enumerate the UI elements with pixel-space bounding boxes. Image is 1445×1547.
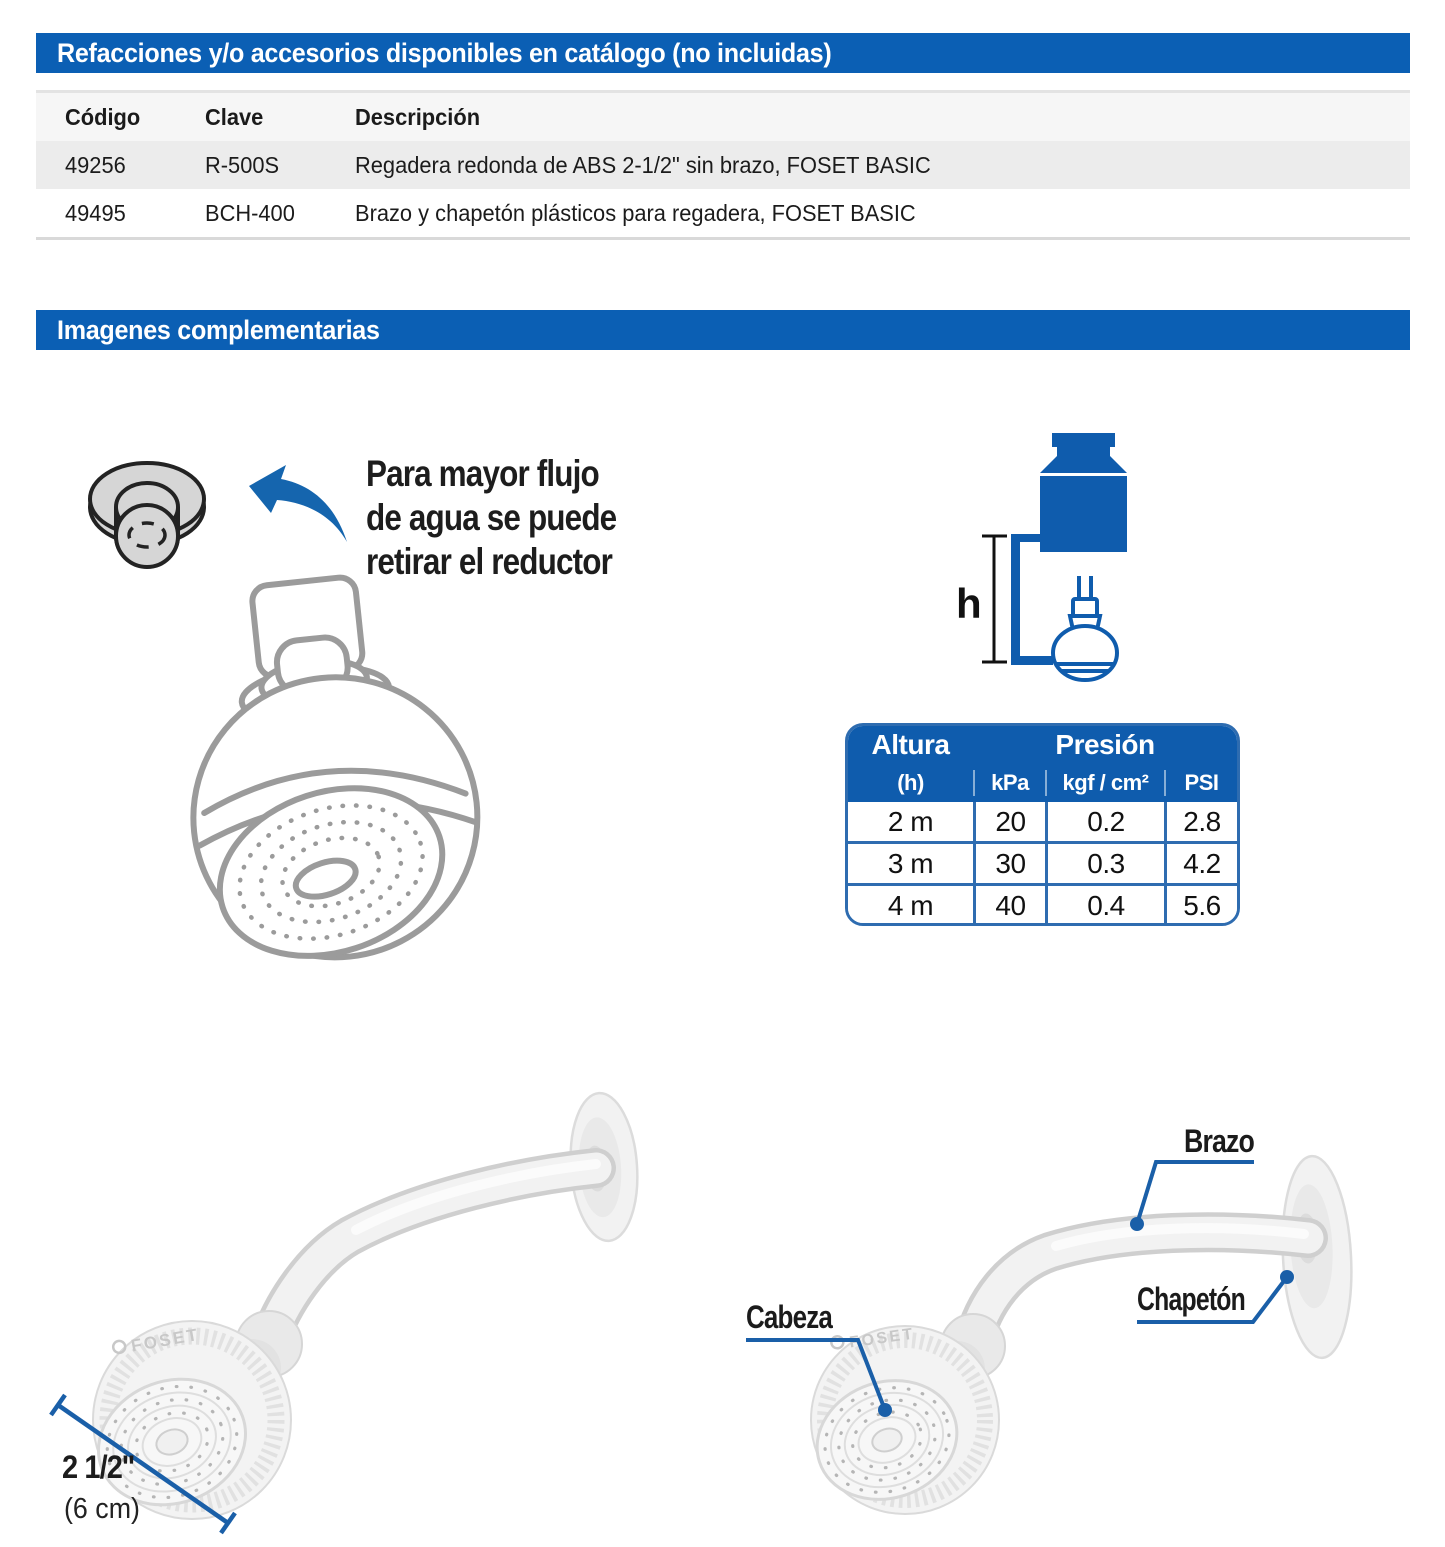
dimension-cm-label: (6 cm) <box>64 1493 140 1525</box>
cell-clave: BCH-400 <box>205 199 295 226</box>
pressure-sub-psi: PSI <box>1164 770 1237 796</box>
cell-codigo: 49256 <box>65 151 126 178</box>
leader-dot-brazo <box>1130 1217 1144 1231</box>
note-line: de agua se puede <box>366 497 617 538</box>
label-brazo: Brazo <box>1184 1123 1255 1159</box>
pressure-cell: 0.3 <box>1045 841 1164 883</box>
parts-table-header-row <box>36 93 1410 141</box>
pressure-cell: 30 <box>973 841 1045 883</box>
dimension-inches-label: 2 1/2'' <box>62 1449 134 1485</box>
shower-head <box>802 1326 999 1518</box>
label-chapeton: Chapetón <box>1137 1281 1245 1317</box>
note-line: Para mayor flujo <box>366 453 599 494</box>
showerhead-line-drawing <box>178 563 610 975</box>
col-header-codigo: Código <box>65 103 141 130</box>
parts-table <box>36 90 1410 240</box>
leader-dot-chapeton <box>1280 1270 1294 1284</box>
showerhead-outline-icon <box>1053 576 1117 680</box>
foset-logo-mark <box>112 1340 126 1354</box>
col-header-clave: Clave <box>205 103 264 130</box>
section-header-refacciones <box>36 33 1410 73</box>
product-photo-left <box>40 1078 700 1545</box>
foset-logo-text: FOSET <box>848 1325 916 1352</box>
table-row <box>36 141 1410 189</box>
product-photo-right <box>720 1078 1445 1545</box>
cell-descripcion: Regadera redonda de ABS 2-1/2" sin brazo, FOSET BASIC <box>355 151 931 178</box>
pressure-table <box>845 723 1240 926</box>
foset-logo-text: FOSET <box>129 1324 202 1356</box>
water-tank-height-diagram <box>930 410 1260 715</box>
wall-flange <box>1278 1154 1356 1359</box>
cell-descripcion: Brazo y chapetón plásticos para regadera, FOSET BASIC <box>355 199 916 226</box>
pressure-sub-kgf: kgf / cm² <box>1045 770 1164 796</box>
leader-dot-cabeza <box>878 1403 892 1417</box>
pressure-cell: 0.4 <box>1045 883 1164 925</box>
pressure-sub-kpa: kPa <box>973 770 1045 796</box>
cell-clave: R-500S <box>205 151 280 178</box>
table-row <box>36 189 1410 237</box>
pressure-cell: 40 <box>973 883 1045 925</box>
pressure-cell: 2.8 <box>1164 802 1237 841</box>
height-label: h <box>956 580 982 627</box>
pressure-table-header <box>848 726 1237 802</box>
pressure-col-altura: Altura <box>871 729 950 760</box>
pressure-cell: 5.6 <box>1164 883 1237 925</box>
pressure-sub-h: (h) <box>897 770 924 795</box>
flow-arrow-icon <box>240 458 355 548</box>
note-line: retirar el reductor <box>366 541 613 582</box>
col-header-descripcion: Descripción <box>355 103 481 130</box>
shower-arm <box>270 1164 596 1340</box>
pressure-cell: 3 m <box>848 841 973 883</box>
section-title: Imagenes complementarias <box>57 314 380 345</box>
reductor-illustration-icon <box>75 443 225 571</box>
pressure-cell: 4.2 <box>1164 841 1237 883</box>
height-dimension-line <box>982 536 1007 662</box>
pressure-cell: 2 m <box>848 802 973 841</box>
section-title: Refacciones y/o accesorios disponibles en catálogo (no incluidas) <box>57 37 832 68</box>
pressure-table-body <box>848 802 1237 925</box>
pressure-cell: 4 m <box>848 883 973 925</box>
foset-logo-mark <box>831 1336 845 1350</box>
label-cabeza: Cabeza <box>746 1299 833 1335</box>
pressure-cell: 20 <box>973 802 1045 841</box>
section-header-imagenes <box>36 310 1410 350</box>
pressure-col-presion: Presión <box>1055 729 1155 760</box>
pressure-cell: 0.2 <box>1045 802 1164 841</box>
cell-codigo: 49495 <box>65 199 126 226</box>
